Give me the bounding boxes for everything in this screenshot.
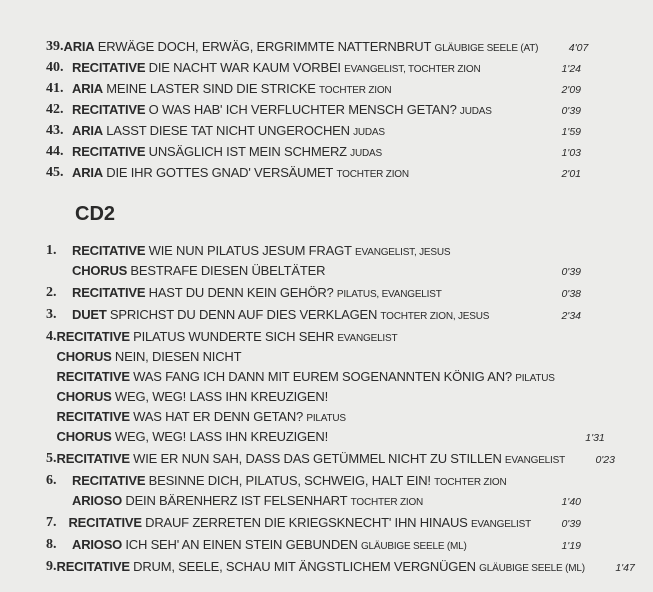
movement-title: WAS HAT ER DENN GETAN?: [133, 409, 304, 424]
track-line-text: [57, 427, 555, 447]
track-number: 41.: [46, 81, 64, 96]
track-number: 8.: [46, 537, 57, 552]
track-duration: 1'03: [561, 147, 581, 159]
movement-type: DUET: [72, 307, 107, 322]
track-row: [0, 283, 599, 303]
movement-type: RECITATIVE: [72, 243, 146, 258]
track-number: 3.: [46, 307, 57, 322]
movement-type: CHORUS: [56, 389, 112, 404]
movement-type: RECITATIVE: [56, 559, 130, 574]
track-row: [0, 449, 615, 469]
track-line-text: [57, 407, 555, 429]
performer-role: PILATUS, EVANGELIST: [336, 289, 442, 300]
performer-role: EVANGELIST, JESUS: [355, 247, 451, 258]
track-line: [57, 327, 623, 347]
movement-title: WEG, WEG! LASS IHN KREUZIGEN!: [114, 389, 328, 404]
track-line-text: [72, 261, 531, 281]
track-line: [64, 36, 607, 57]
track-row: [0, 78, 599, 99]
movement-title: ICH SEH' AN EINEN STEIN GEBUNDEN: [125, 537, 358, 552]
track-line-text: [72, 57, 531, 80]
movement-type: RECITATIVE: [56, 369, 130, 384]
track-line: [72, 78, 599, 99]
track-number: 7.: [46, 515, 57, 530]
track-lines: [68, 513, 599, 533]
movement-title: DRAUF ZERRETEN DIE KRIEGSKNECHT' IHN HINAUS: [145, 515, 468, 530]
movement-title: DEIN BÄRENHERZ IST FELSENHART: [125, 493, 348, 508]
movement-type: RECITATIVE: [72, 60, 146, 75]
movement-title: BESTRAFE DIESEN ÜBELTÄTER: [130, 263, 326, 278]
performer-role: EVANGELIST: [337, 333, 398, 344]
track-row: [0, 305, 599, 325]
track-lines: [72, 99, 599, 120]
track-number: 39.: [46, 39, 64, 54]
track-duration: 0'38: [561, 288, 581, 300]
track-row: [0, 120, 599, 141]
track-line-text: [72, 283, 531, 305]
movement-type: CHORUS: [72, 263, 128, 278]
track-duration: 1'24: [561, 63, 581, 75]
track-lines: [72, 283, 599, 303]
track-row: [0, 141, 599, 162]
movement-title: NEIN, DIESEN NICHT: [114, 349, 242, 364]
track-line: [72, 99, 599, 120]
movement-title: DRUM, SEELE, SCHAU MIT ÄNGSTLICHEM VERGNÜGEN: [133, 559, 476, 574]
track-line: [72, 141, 599, 162]
movement-type: RECITATIVE: [56, 409, 130, 424]
track-number: 40.: [46, 60, 64, 75]
movement-title: MEINE LASTER SIND DIE STRICKE: [106, 81, 316, 96]
track-duration: 0'39: [561, 518, 581, 530]
cd2-heading: CD2: [75, 203, 116, 225]
track-line: [72, 471, 599, 491]
track-line-text: [57, 387, 555, 407]
movement-type: ARIOSO: [72, 537, 123, 552]
track-number: 45.: [46, 165, 64, 180]
track-line: [72, 535, 599, 555]
track-line: [57, 449, 633, 469]
movement-type: ARIA: [72, 123, 103, 138]
track-number: 5.: [46, 451, 57, 466]
track-lines: [72, 471, 599, 511]
track-row: [0, 557, 635, 577]
track-line-text: [57, 347, 555, 367]
track-line-text: [57, 449, 565, 471]
movement-title: LASST DIESE TAT NICHT UNGEROCHEN: [106, 123, 350, 138]
track-duration: 4'07: [568, 42, 589, 54]
performer-role: EVANGELIST: [504, 455, 565, 466]
movement-type: RECITATIVE: [56, 451, 130, 466]
track-row: [0, 535, 599, 555]
track-line-text: [72, 99, 531, 122]
track-line: [57, 557, 653, 577]
track-number: 43.: [46, 123, 64, 138]
performer-role: GLÄUBIGE SEELE (ML): [360, 541, 467, 552]
track-duration: 0'39: [561, 266, 581, 278]
movement-type: CHORUS: [56, 349, 112, 364]
track-lines: [72, 141, 599, 162]
track-number: 6.: [46, 473, 57, 488]
track-lines: [72, 535, 599, 555]
track-line-text: [72, 120, 531, 143]
track-number: 44.: [46, 144, 64, 159]
movement-type: RECITATIVE: [72, 102, 146, 117]
track-row: [0, 162, 599, 183]
track-line: [57, 427, 623, 447]
track-line-text: [57, 557, 585, 579]
track-lines: [64, 36, 607, 57]
track-line: [72, 120, 599, 141]
track-lines: [57, 327, 623, 447]
performer-role: PILATUS: [306, 413, 346, 424]
track-lines: [72, 78, 599, 99]
track-duration: 1'59: [561, 126, 581, 138]
track-line: [57, 367, 623, 387]
movement-title: O WAS HAB' ICH VERFLUCHTER MENSCH GETAN?: [148, 102, 457, 117]
track-line-text: [72, 491, 531, 513]
movement-title: PILATUS WUNDERTE SICH SEHR: [133, 329, 335, 344]
track-line: [72, 283, 599, 303]
movement-type: RECITATIVE: [56, 329, 130, 344]
track-number: 4.: [46, 329, 57, 344]
movement-type: RECITATIVE: [68, 515, 142, 530]
track-line-text: [72, 241, 531, 263]
track-row: [0, 471, 599, 511]
cd1-track-list: [0, 0, 599, 183]
track-line: [72, 162, 599, 183]
track-duration: 1'47: [615, 562, 635, 574]
track-line: [72, 261, 599, 281]
track-lines: [72, 162, 599, 183]
performer-role: TOCHTER ZION: [434, 477, 507, 488]
performer-role: TOCHTER ZION: [336, 169, 409, 180]
performer-role: EVANGELIST: [470, 519, 531, 530]
track-number: 2.: [46, 285, 57, 300]
movement-title: ERWÄGE DOCH, ERWÄG, ERGRIMMTE NATTERNBRUT: [97, 39, 432, 54]
movement-title: UNSÄGLICH IST MEIN SCHMERZ: [148, 144, 347, 159]
track-line: [57, 387, 623, 407]
track-line: [72, 491, 599, 511]
movement-type: ARIOSO: [72, 493, 123, 508]
performer-role: PILATUS: [515, 373, 555, 384]
track-lines: [57, 449, 633, 469]
performer-role: JUDAS: [350, 148, 382, 159]
track-number: 9.: [46, 559, 57, 574]
track-line-text: [68, 513, 531, 535]
movement-title: HAST DU DENN KEIN GEHÖR?: [148, 285, 334, 300]
track-row: [0, 513, 599, 533]
track-number: 1.: [46, 243, 57, 258]
performer-role: TOCHTER ZION, JESUS: [380, 311, 490, 322]
movement-title: SPRICHST DU DENN AUF DIES VERKLAGEN: [109, 307, 378, 322]
track-row: [0, 327, 605, 447]
movement-type: ARIA: [72, 165, 103, 180]
track-duration: 2'09: [561, 84, 581, 96]
track-line-text: [57, 327, 555, 349]
track-line: [68, 513, 599, 533]
movement-type: CHORUS: [56, 429, 112, 444]
track-lines: [57, 557, 653, 577]
movement-type: ARIA: [72, 81, 103, 96]
track-row: [0, 57, 599, 78]
track-duration: 1'40: [561, 496, 581, 508]
performer-role: TOCHTER ZION: [319, 85, 392, 96]
track-duration: 0'23: [595, 454, 615, 466]
track-lines: [72, 305, 599, 325]
track-line-text: [72, 305, 531, 327]
performer-role: JUDAS: [459, 106, 492, 117]
movement-type: ARIA: [63, 39, 95, 54]
track-duration: 0'39: [561, 105, 581, 117]
track-line: [57, 407, 623, 427]
track-duration: 1'19: [561, 540, 581, 552]
performer-role: JUDAS: [353, 127, 385, 138]
movement-title: DIE IHR GOTTES GNAD' VERSÄUMET: [106, 165, 334, 180]
track-line-text: [72, 141, 531, 164]
track-lines: [72, 57, 599, 78]
track-line-text: [72, 162, 531, 185]
performer-role: GLÄUBIGE SEELE (AT): [434, 43, 539, 54]
track-line: [72, 57, 599, 78]
movement-title: WAS FANG ICH DANN MIT EUREM SOGENANNTEN KÖNIG AN?: [133, 369, 512, 384]
performer-role: GLÄUBIGE SEELE (ML): [479, 563, 585, 574]
track-line: [72, 241, 599, 261]
track-line-text: [64, 36, 539, 59]
movement-type: RECITATIVE: [72, 285, 146, 300]
movement-title: DIE NACHT WAR KAUM VORBEI: [148, 60, 341, 75]
movement-title: WEG, WEG! LASS IHN KREUZIGEN!: [114, 429, 328, 444]
track-row: [0, 241, 599, 281]
movement-title: BESINNE DICH, PILATUS, SCHWEIG, HALT EIN!: [148, 473, 431, 488]
track-line-text: [72, 78, 531, 101]
movement-type: RECITATIVE: [72, 144, 146, 159]
track-number: 42.: [46, 102, 64, 117]
performer-role: EVANGELIST, TOCHTER ZION: [344, 64, 481, 75]
track-row: [0, 99, 599, 120]
movement-title: WIE NUN PILATUS JESUM FRAGT: [148, 243, 352, 258]
track-duration: 2'01: [561, 168, 581, 180]
performer-role: TOCHTER ZION: [350, 497, 424, 508]
movement-title: WIE ER NUN SAH, DASS DAS GETÜMMEL NICHT ZU STILLEN: [133, 451, 502, 466]
track-row: [0, 36, 599, 57]
track-line-text: [57, 367, 555, 389]
track-lines: [72, 120, 599, 141]
track-duration: 1'31: [585, 432, 605, 444]
track-duration: 2'34: [561, 310, 581, 322]
track-line-text: [72, 535, 531, 557]
cd2-track-list: [0, 241, 635, 577]
track-lines: [72, 241, 599, 281]
track-line: [72, 305, 599, 325]
movement-type: RECITATIVE: [72, 473, 146, 488]
track-line-text: [72, 471, 531, 493]
track-line: [57, 347, 623, 367]
